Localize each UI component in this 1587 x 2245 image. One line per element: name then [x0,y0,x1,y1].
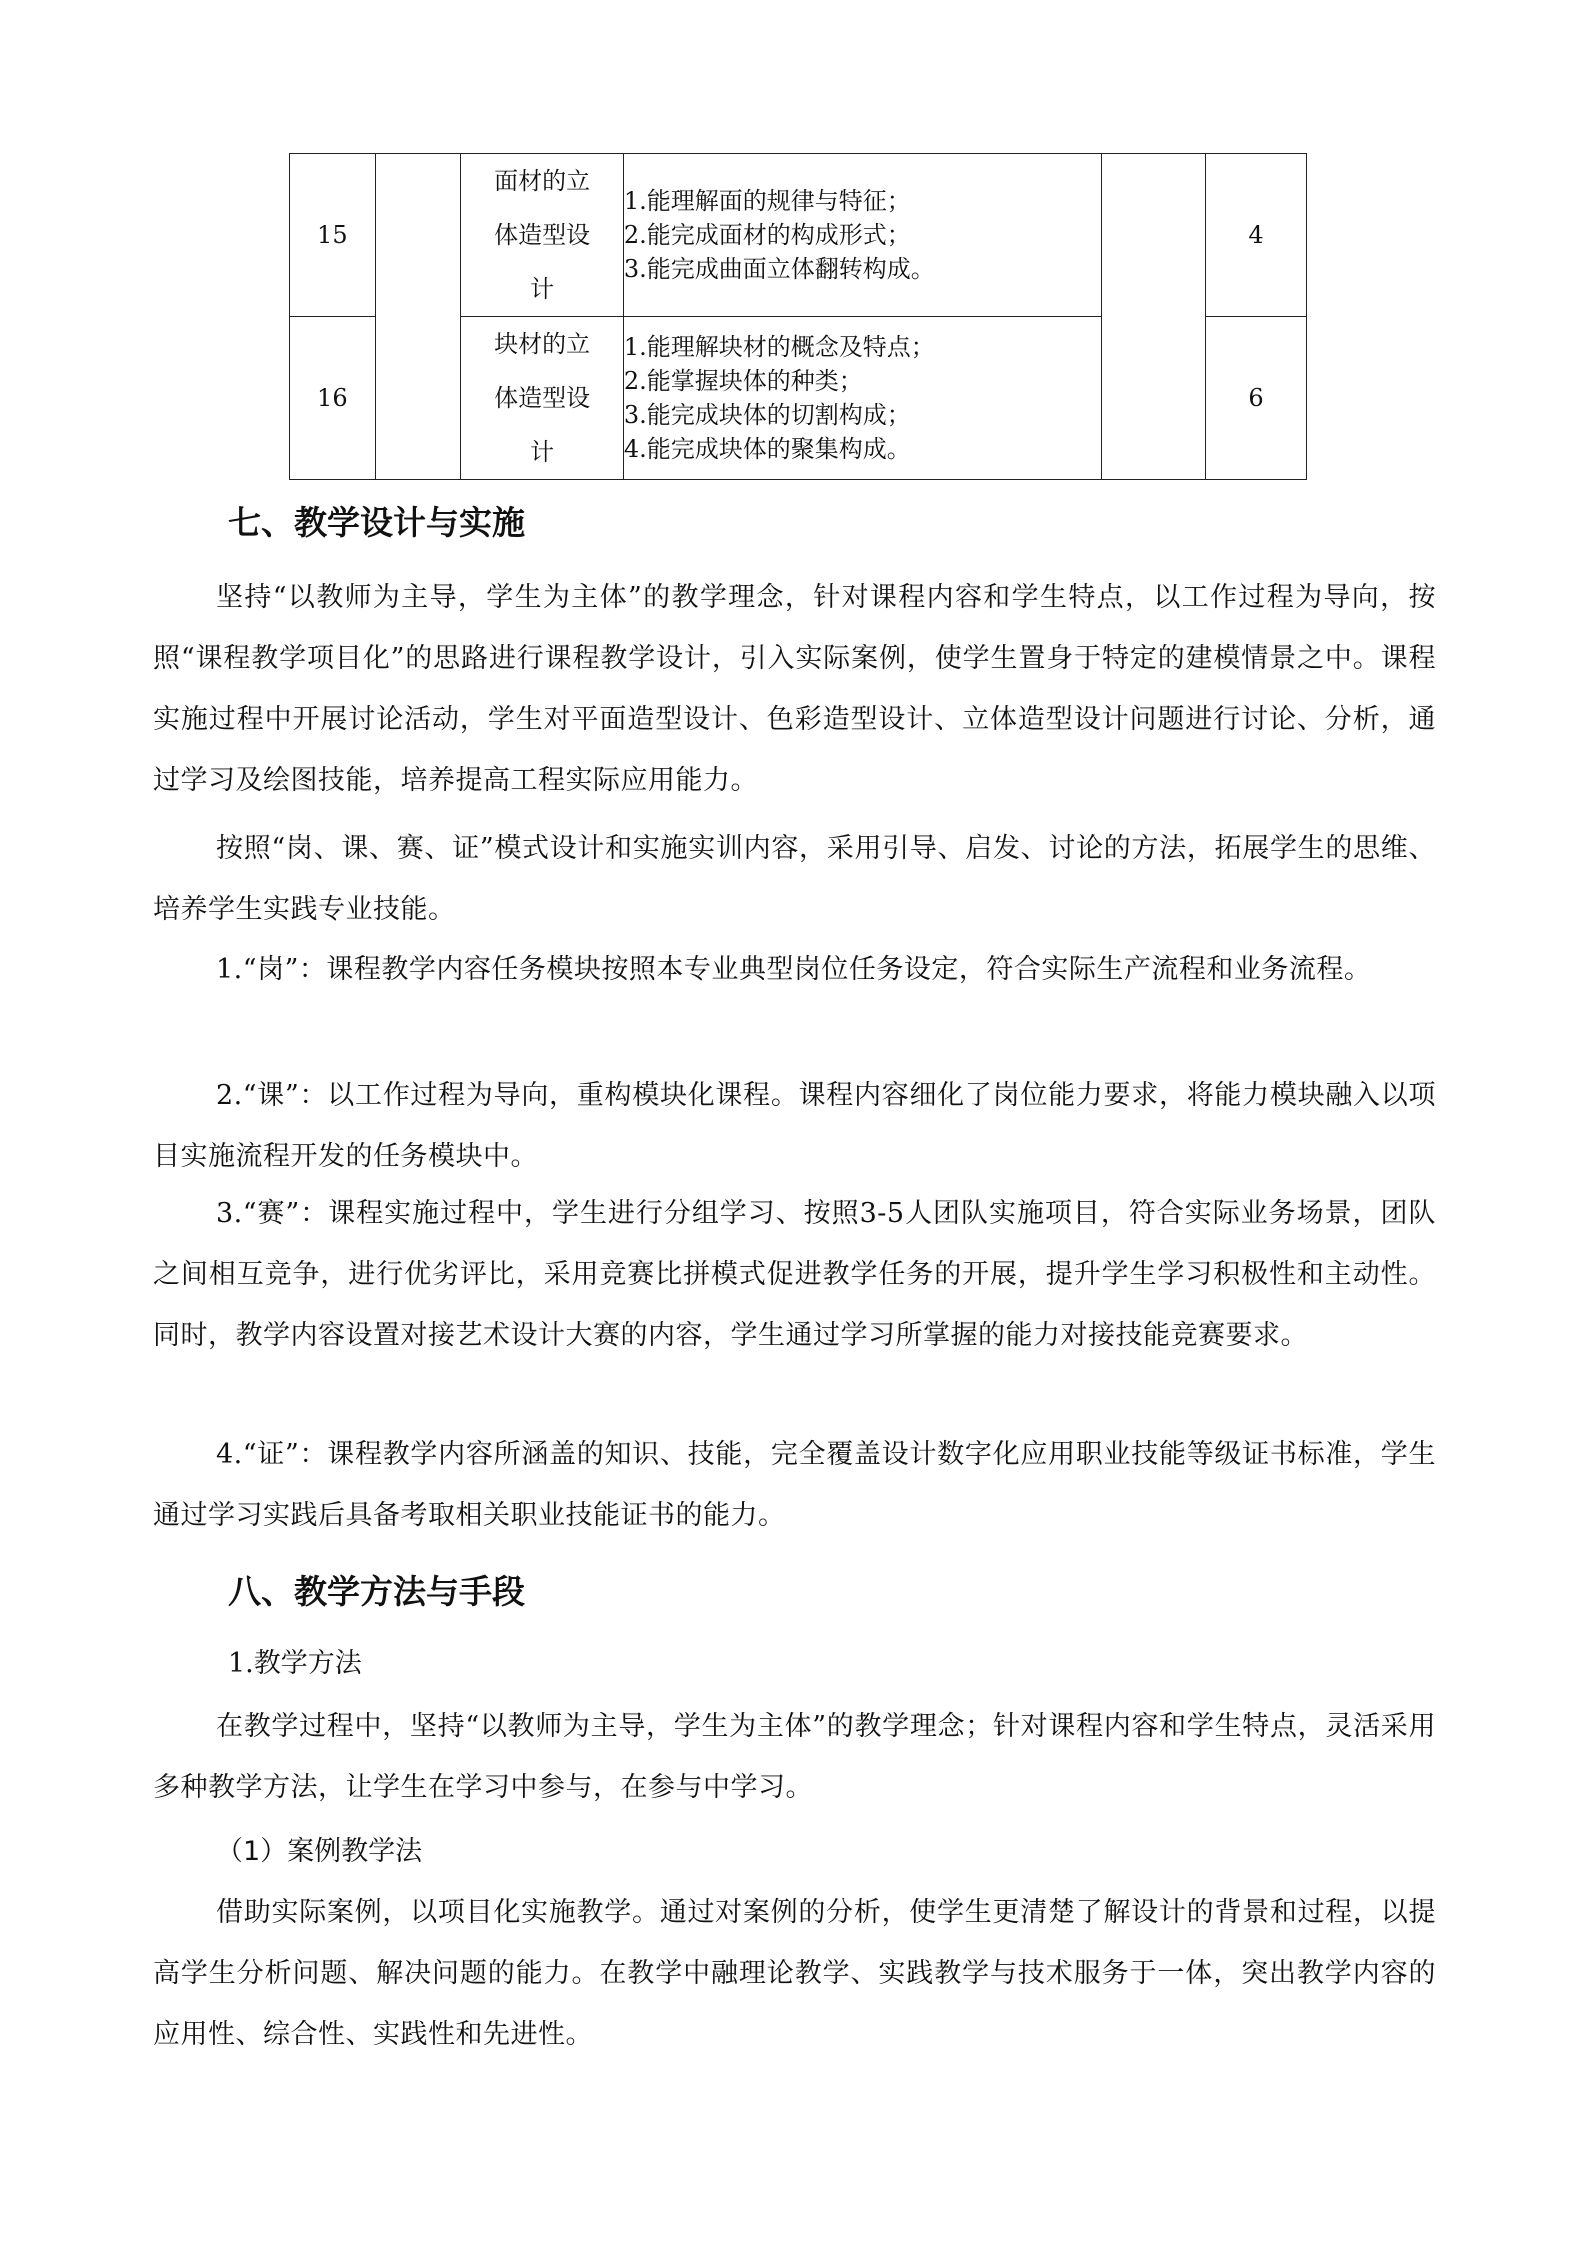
goal-item: 3.能完成曲面立体翻转构成。 [623,255,935,283]
topic-line: 体造型设 [494,221,591,249]
topic-line: 计 [530,438,555,466]
goal-item: 3.能完成块体的切割构成； [623,401,911,429]
method-heading: （1）案例教学法 [216,1836,423,1867]
subsection-heading: 1.教学方法 [228,1648,362,1679]
hours-cell: 4 [1206,154,1307,317]
row-number: 16 [290,317,376,480]
table-row [290,154,1307,317]
module-cell [375,154,461,480]
hours-cell: 6 [1206,317,1307,480]
method-cell [1102,154,1206,480]
list-item: 3.“赛”：课程实施过程中，学生进行分组学习、按照3-5人团队实施项目，符合实际业务场景，团队之间相互竞争，进行优劣评比，采用竞赛比拼模式促进教学任务的开展，提升学生学习积极性和主动性。同时，教学内容设置对接艺术设计大赛的内容，学生通过学习所掌握的能力对接技能竞赛要求。 [153,1198,1436,1351]
goal-item: 1.能理解面的规律与特征； [623,187,911,215]
row-number: 15 [290,154,376,317]
goals-cell [623,317,1101,480]
goal-item: 1.能理解块材的概念及特点； [623,333,935,361]
paragraph: 坚持“以教师为主导，学生为主体”的教学理念，针对课程内容和学生特点，以工作过程为导向，按照“课程教学项目化”的思路进行课程教学设计，引入实际案例，使学生置身于特定的建模情景之中。课程实施过程中开展讨论活动，学生对平面造型设计、色彩造型设计、立体造型设计问题进行讨论、分析，通过学习及绘图技能，培养提高工程实际应用能力。 [153,582,1436,796]
list-item: 1.“岗”：课程教学内容任务模块按照本专业典型岗位任务设定，符合实际生产流程和业务流程。 [216,954,1372,985]
topic-cell [461,317,624,480]
goal-item: 4.能完成块体的聚集构成。 [623,435,911,463]
topic-line: 面材的立 [494,167,591,195]
paragraph: 借助实际案例，以项目化实施教学。通过对案例的分析，使学生更清楚了解设计的背景和过程，以提高学生分析问题、解决问题的能力。在教学中融理论教学、实践教学与技术服务于一体，突出教学内容的应用性、综合性、实践性和先进性。 [153,1897,1436,2050]
topic-line: 体造型设 [494,384,591,412]
list-item: 2.“课”：以工作过程为导向，重构模块化课程。课程内容细化了岗位能力要求，将能力模块融入以项目实施流程开发的任务模块中。 [153,1080,1436,1172]
goal-item: 2.能掌握块体的种类； [623,367,863,395]
course-table [289,153,1307,480]
section-heading: 七、教学设计与实施 [228,503,525,542]
topic-cell [461,154,624,317]
section-heading: 八、教学方法与手段 [228,1572,525,1611]
goal-item: 2.能完成面材的构成形式； [623,221,911,249]
topic-line: 计 [530,275,555,303]
goals-cell [623,154,1101,317]
paragraph: 按照“岗、课、赛、证”模式设计和实施实训内容，采用引导、启发、讨论的方法，拓展学生的思维、培养学生实践专业技能。 [153,833,1436,925]
list-item: 4.“证”：课程教学内容所涵盖的知识、技能，完全覆盖设计数字化应用职业技能等级证书标准，学生通过学习实践后具备考取相关职业技能证书的能力。 [153,1439,1436,1531]
paragraph: 在教学过程中，坚持“以教师为主导，学生为主体”的教学理念；针对课程内容和学生特点，灵活采用多种教学方法，让学生在学习中参与，在参与中学习。 [153,1711,1436,1803]
topic-line: 块材的立 [494,330,591,358]
